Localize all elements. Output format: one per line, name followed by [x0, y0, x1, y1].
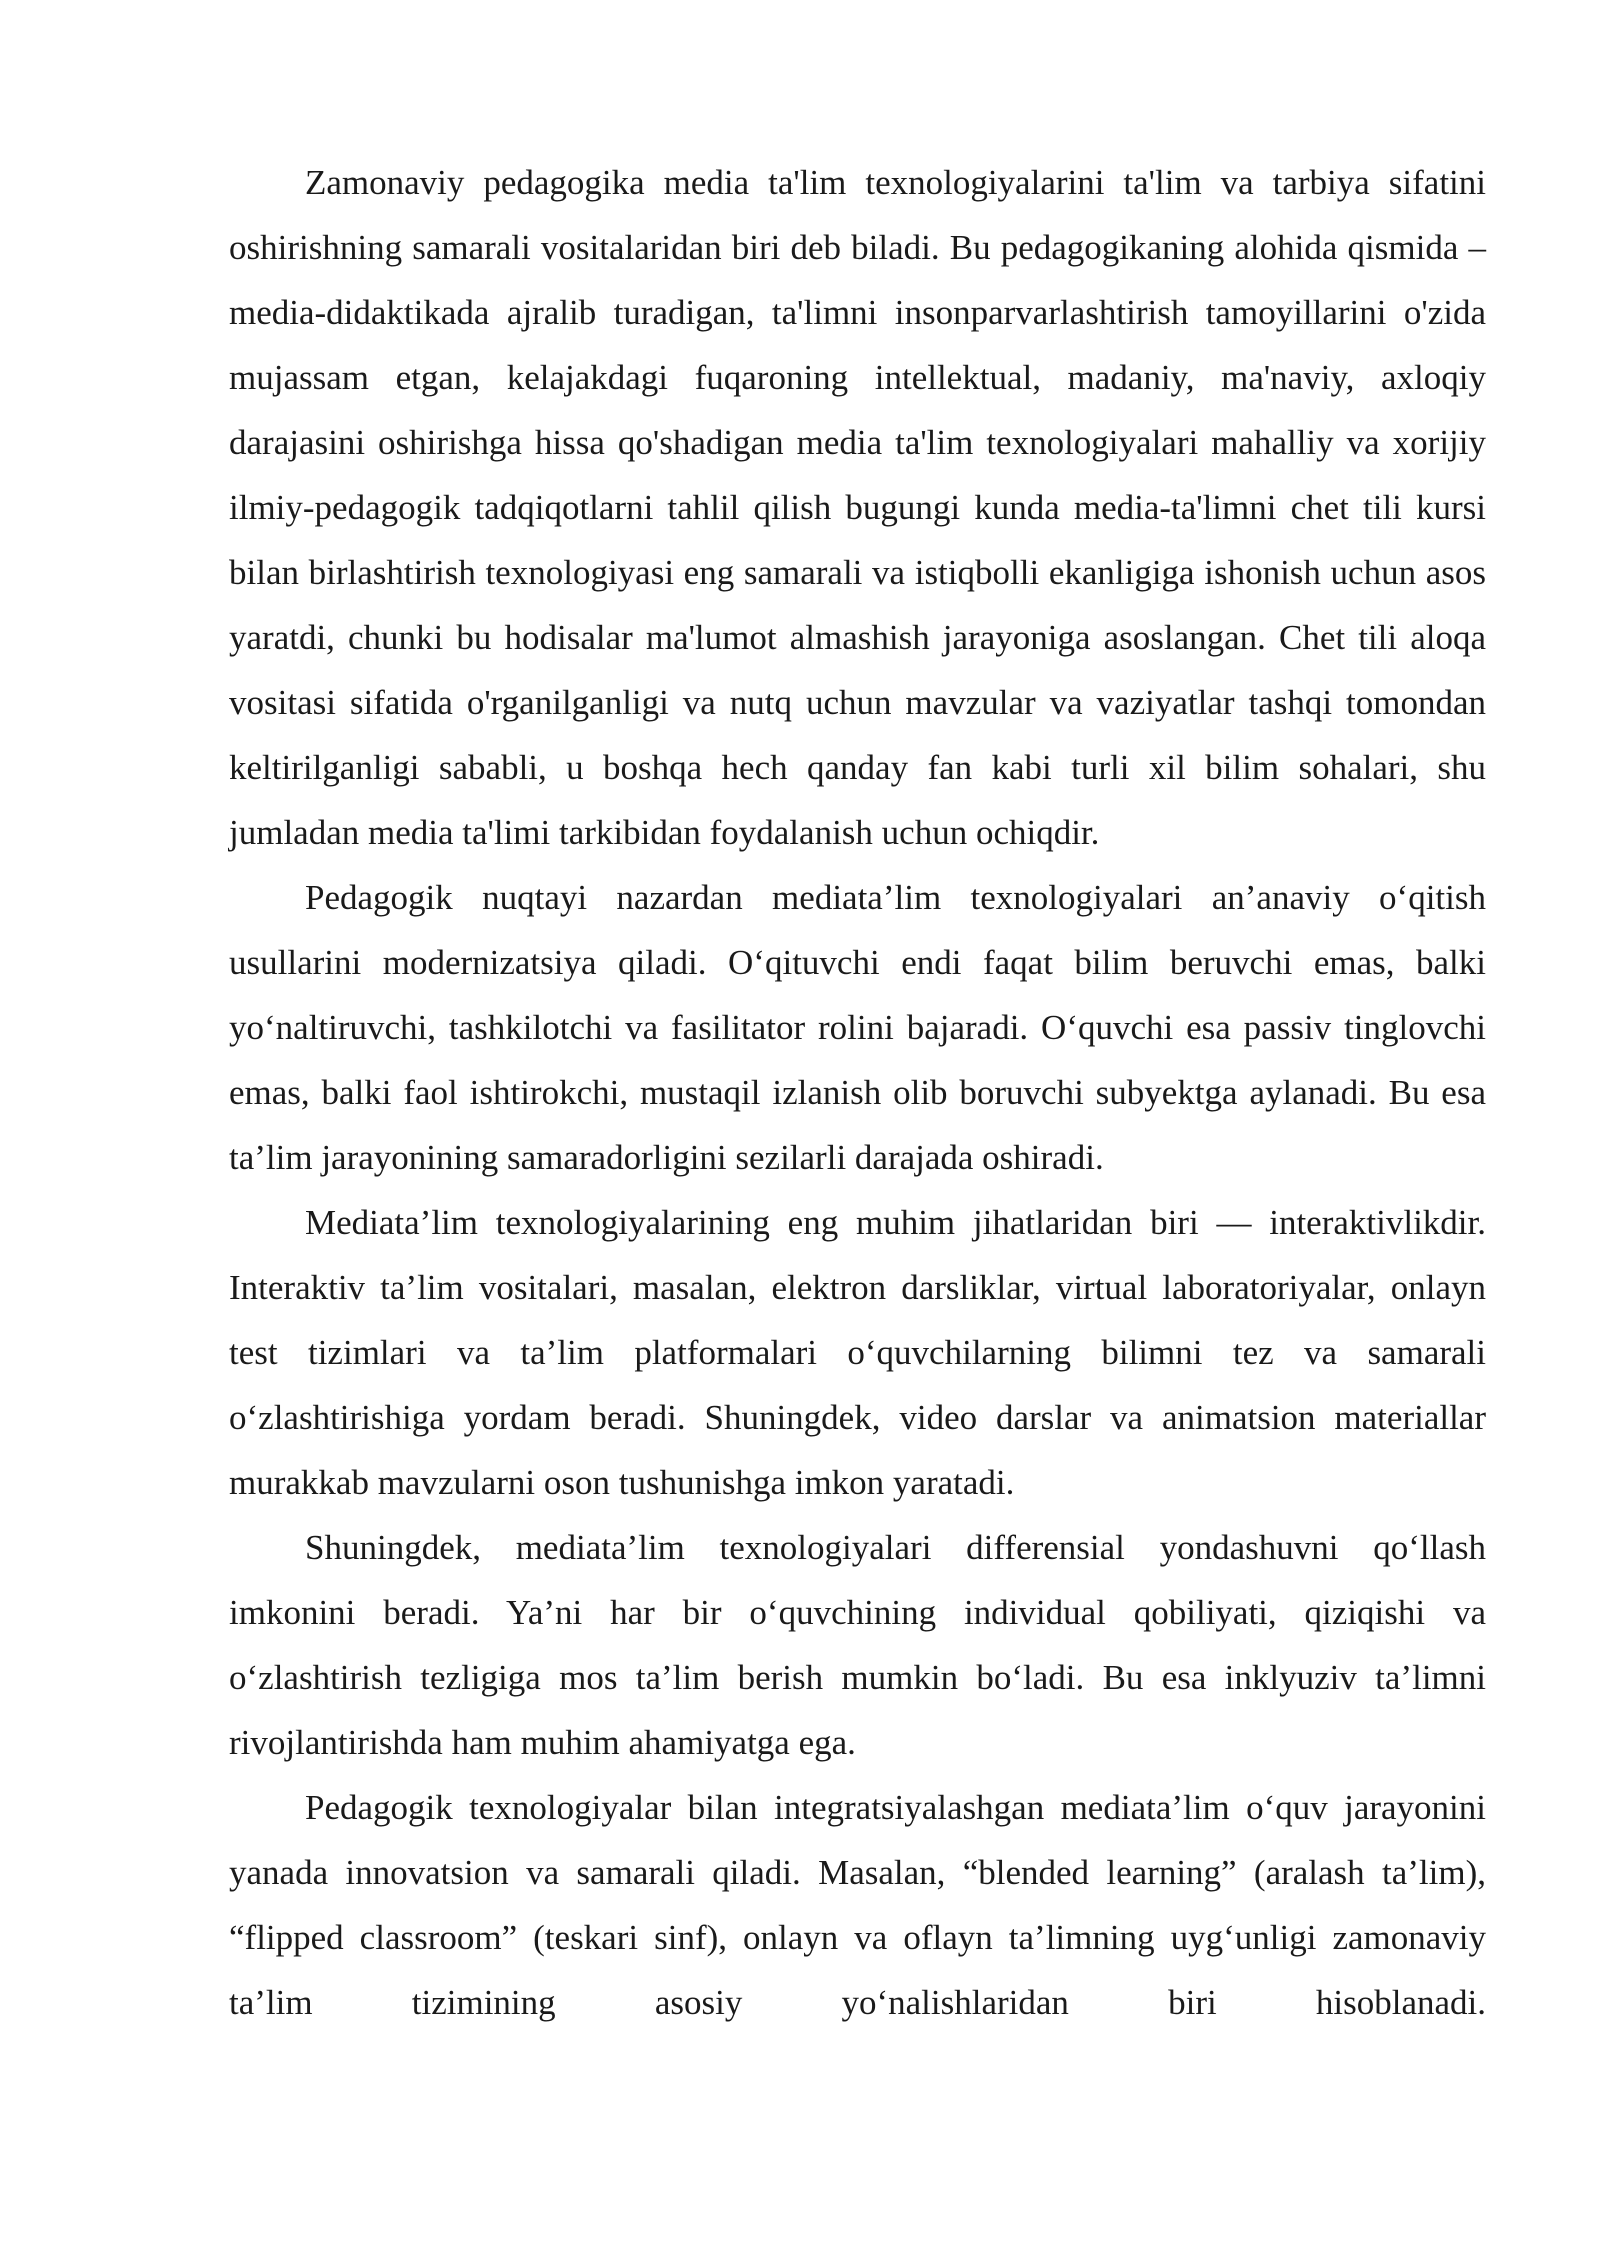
paragraph-2: Pedagogik nuqtayi nazardan mediata’lim texnologiyalari an’anaviy o‘qitish usullarini modernizatsiya qiladi. O‘qituvchi endi faqat bilim beruvchi emas, balki yo‘naltiruvchi, tashkilotchi va fasilitator rolini bajaradi. O‘quvchi esa passiv tinglovchi emas, balki faol ishtirokchi, mustaqil izlanish olib boruvchi subyektga aylanadi. Bu esa ta’lim jarayonining samaradorligini sezilarli darajada oshiradi. [229, 878, 1486, 1177]
paragraph-5: Pedagogik texnologiyalar bilan integratsiyalashgan mediata’lim o‘quv jarayonini yanada innovatsion va samarali qiladi. Masalan, “blended learning” (aralash ta’lim), “flipped classroom” (teskari sinf), onlayn va oflayn ta’limning uyg‘unligi zamonaviy ta’lim tizimining asosiy yo‘nalishlaridan biri hisoblanadi. [229, 1788, 1486, 2022]
paragraph-3: Mediata’lim texnologiyalarining eng muhim jihatlaridan biri — interaktivlikdir. Interaktiv ta’lim vositalari, masalan, elektron darsliklar, virtual laboratoriyalar, onlayn test tizimlari va ta’lim platformalari o‘quvchilarning bilimni tez va samarali o‘zlashtirishiga yordam beradi. Shuningdek, video darslar va animatsion materiallar murakkab mavzularni oson tushunishga imkon yaratadi. [229, 1203, 1486, 1502]
paragraph-1: Zamonaviy pedagogika media ta'lim texnologiyalarini ta'lim va tarbiya sifatini oshirishning samarali vositalaridan biri deb biladi. Bu pedagogikaning alohida qismida – media-didaktikada ajralib turadigan, ta'limni insonparvarlashtirish tamoyillarini o'zida mujassam etgan, kelajakdagi fuqaroning intellektual, madaniy, ma'naviy, axloqiy darajasini oshirishga hissa qo'shadigan media ta'lim texnologiyalari mahalliy va xorijiy ilmiy-pedagogik tadqiqotlarni tahlil qilish bugungi kunda media-ta'limni chet tili kursi bilan birlashtirish texnologiyasi eng samarali va istiqbolli ekanligiga ishonish uchun asos yaratdi, chunki bu hodisalar ma'lumot almashish jarayoniga asoslangan. Chet tili aloqa vositasi sifatida o'rganilganligi va nutq uchun mavzular va vaziyatlar tashqi tomondan keltirilganligi sababli, u boshqa hech qanday fan kabi turli xil bilim sohalari, shu jumladan media ta'limi tarkibidan foydalanish uchun ochiqdir. [229, 163, 1486, 852]
document-page [229, 150, 1486, 2035]
paragraph-4: Shuningdek, mediata’lim texnologiyalari differensial yondashuvni qo‘llash imkonini beradi. Ya’ni har bir o‘quvchining individual qobiliyati, qiziqishi va o‘zlashtirish tezligiga mos ta’lim berish mumkin bo‘ladi. Bu esa inklyuziv ta’limni rivojlantirishda ham muhim ahamiyatga ega. [229, 1528, 1486, 1762]
